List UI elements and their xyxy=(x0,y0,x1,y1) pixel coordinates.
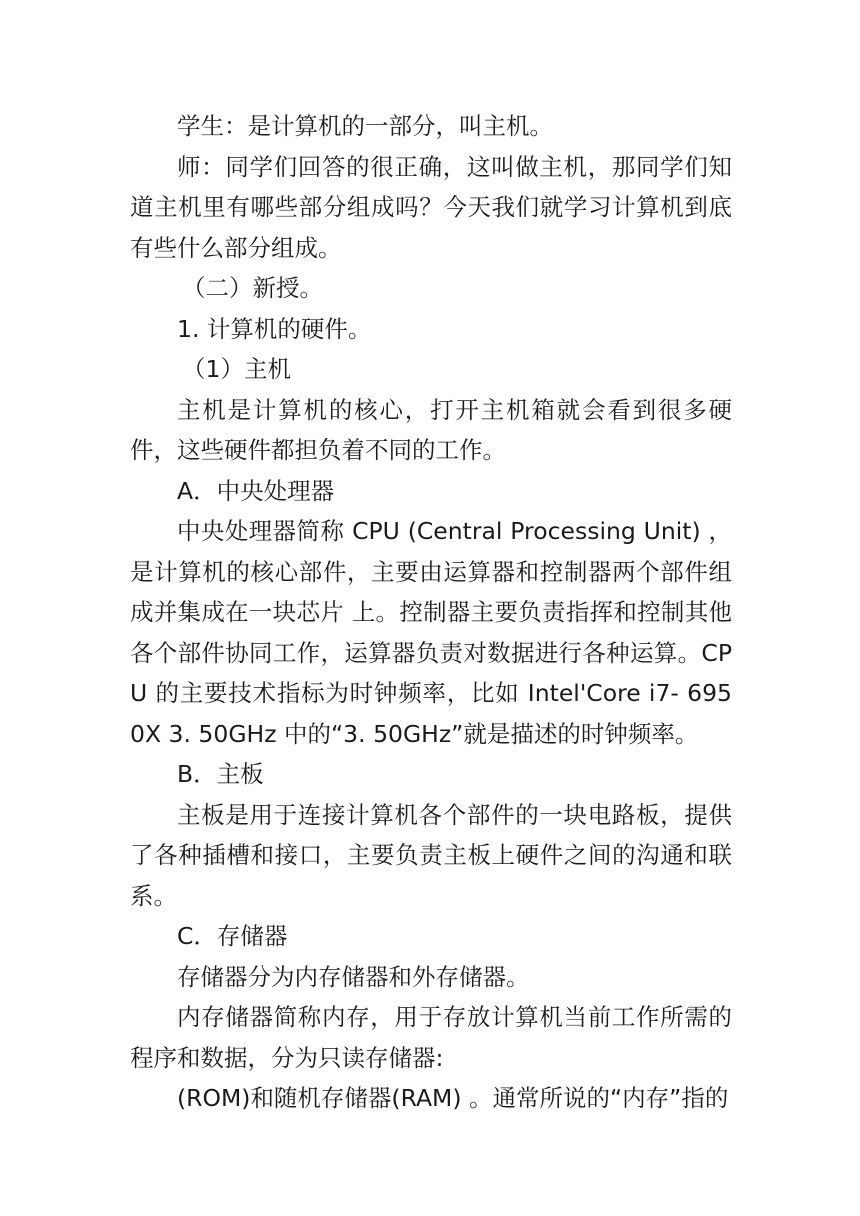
paragraph-teacher-question: 师：同学们回答的很正确，这叫做主机，那同学们知道主机里有哪些部分组成吗？今天我们就学习计算机到底有些什么部分组成。 xyxy=(130,152,732,262)
paragraph-storage-types: 存储器分为内存储器和外存储器。 xyxy=(177,962,530,991)
item-heading-motherboard: B．主板 xyxy=(177,760,264,788)
item-heading-cpu: A．中央处理器 xyxy=(177,476,335,505)
paragraph-motherboard-description: 主板是用于连接计算机各个部件的一块电路板，提供了各种插槽和接口，主要负责主板上硬件之间的沟通和联系。 xyxy=(130,800,732,910)
item-heading-storage: C．存储器 xyxy=(177,922,288,950)
section-heading-hardware: 1. 计算机的硬件。 xyxy=(177,314,372,343)
paragraph-host-description: 主机是计算机的核心，打开主机箱就会看到很多硬件，这些硬件都担负着不同的工作。 xyxy=(130,395,732,464)
paragraph-student-answer: 学生：是计算机的一部分，叫主机。 xyxy=(177,112,553,140)
paragraph-rom-ram: (ROM)和随机存储器(RAM) 。通常所说的“内存”指的 xyxy=(177,1084,729,1112)
document-body xyxy=(130,106,732,1119)
section-heading-new-lesson: （二）新授。 xyxy=(182,274,323,302)
paragraph-internal-memory: 内存储器简称内存，用于存放计算机当前工作所需的程序和数据，分为只读存储器: xyxy=(130,1003,732,1072)
paragraph-cpu-description: 中央处理器简称 CPU (Central Processing Unit) ，是计算机的核心部件，主要由运算器和控制器两个部件组成并集成在一块芯片 上。控制器主要负责指挥和控制其他各个部件协同工作，运算器负责对数据进行各种运算。CPU 的主要技术指标为时钟频率，比如 Intel'Core i7- 6950X 3. 50GHz 中的“3. 50GHz”就是描述的时钟频率。 xyxy=(130,517,732,748)
subsection-heading-host: （1）主机 xyxy=(182,355,291,383)
